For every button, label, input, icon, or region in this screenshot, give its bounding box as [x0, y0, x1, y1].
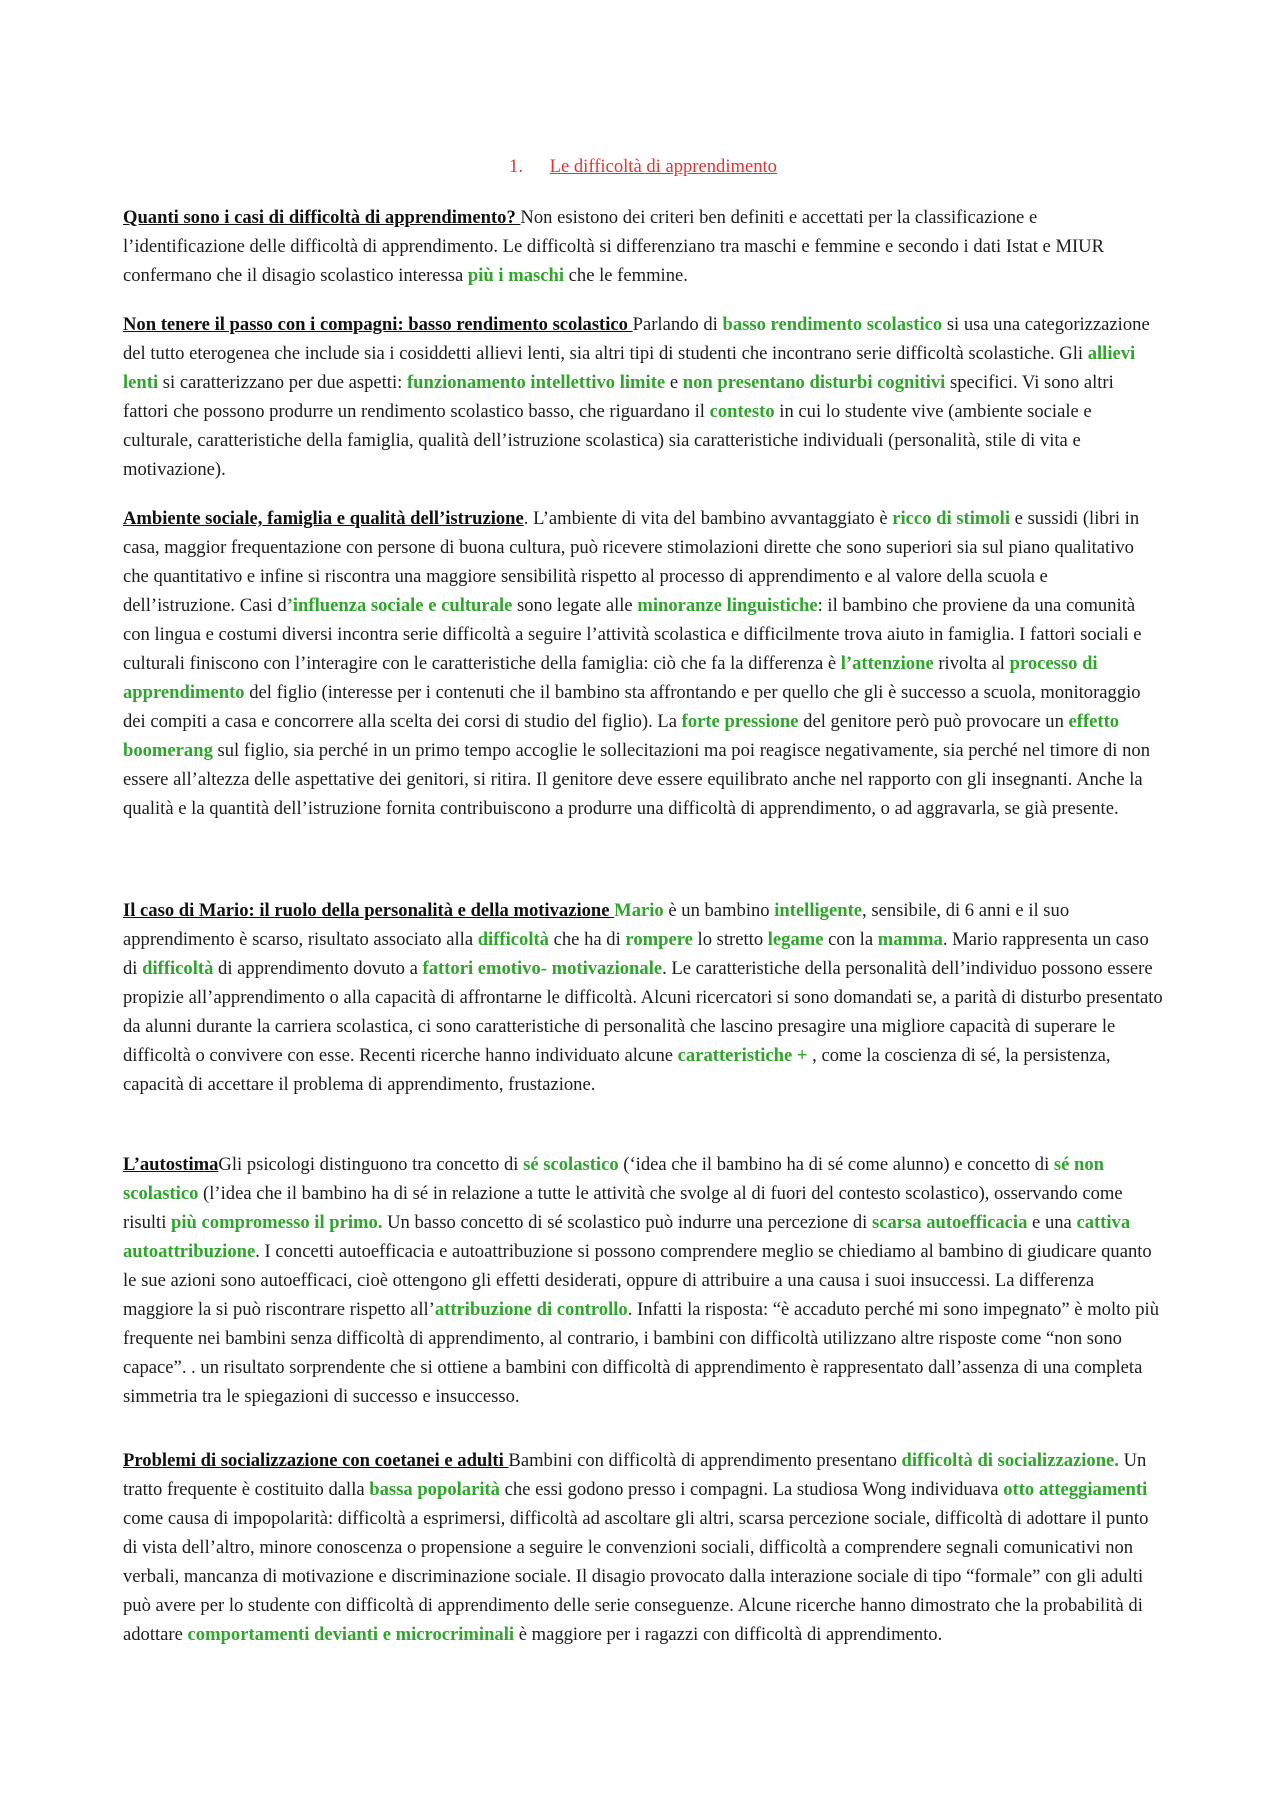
body-text: in cui lo studente vive (ambiente sociale e culturale, caratteristiche della famiglia, qualità dell’istruzione scolastica) sia caratteristiche individuali (personalità, stile di vita e motivazione). — [123, 401, 1092, 480]
body-text: è maggiore per i ragazzi con difficoltà di apprendimento. — [514, 1624, 943, 1645]
highlight-term: Mario — [614, 900, 664, 921]
paragraph-rendimento — [123, 310, 1163, 484]
body-text: . Infatti la risposta: “è accaduto perché mi sono impegnato” è molto più frequente nei bambini senza difficoltà di apprendimento, al contrario, i bambini con difficoltà utilizzano altre risposte come “non sono capace”. . un risultato sorprendente che si ottiene a bambini con difficoltà di apprendimento è rappresentato dall’assenza di una completa simmetria tra le spiegazioni di successo e insuccesso. — [123, 1299, 1160, 1407]
body-text: che le femmine. — [564, 265, 688, 286]
body-text: : il bambino che proviene da una comunità con lingua e costumi diversi incontra serie difficoltà a seguire l’attività scolastica e difficilmente trova aiuto in famiglia. I fattori sociali e culturali finiscono con l’interagire con le caratteristiche della famiglia: ciò che fa la differenza è — [123, 595, 1142, 674]
highlight-term: processo di apprendimento — [123, 653, 1098, 703]
body-text: e una — [1027, 1212, 1077, 1233]
highlight-term: intelligente — [774, 900, 863, 921]
highlight-term: sé non scolastico — [123, 1154, 1105, 1204]
body-text: come causa di impopolarità: difficoltà a esprimersi, difficoltà ad ascoltare gli altri, scarsa percezione sociale, difficoltà di adottare il punto di vista dell’altro, minore conoscenza o propensione a seguire le convenzioni sociali, difficoltà a comprendere segnali comunicativi non verbali, mancanza di motivazione e discriminazione sociale. Il disagio provocato dalla interazione sociale di tipo “formale” con gli adulti può avere per lo studente con difficoltà di apprendimento delle serie conseguenze. Alcune ricerche hanno dimostrato che la probabilità di adottare — [123, 1508, 1149, 1645]
highlight-term: non presentano disturbi cognitivi — [682, 372, 946, 393]
body-text: del figlio (interesse per i contenuti che il bambino sta affrontando e per quello che gli è successo a scuola, monitoraggio dei compiti a casa e concorrere alla scelta dei corsi di studio del figlio). La — [123, 682, 1141, 732]
highlight-term: attribuzione di controllo — [434, 1299, 628, 1320]
section-title-text: Le difficoltà di apprendimento — [549, 156, 777, 177]
body-text: si usa una categorizzazione del tutto eterogenea che include sia i cosiddetti allievi lenti, sia altri tipi di studenti che incontrano serie difficoltà scolastiche. Gli — [123, 314, 1150, 364]
paragraph-heading: Non tenere il passo con i compagni: basso rendimento scolastico — [123, 314, 633, 335]
body-text: Un basso concetto di sé scolastico può indurre una percezione di — [382, 1212, 872, 1233]
body-text: che essi godono presso i compagni. La studiosa Wong individuava — [499, 1479, 1004, 1500]
body-text: sul figlio, sia perché in un primo tempo accoglie le sollecitazioni ma poi reagisce negativamente, sia perché nel timore di non essere all’altezza delle aspettative dei genitori, si ritira. Il genitore deve essere equilibrato anche nel rapporto con gli insegnanti. Anche la qualità e la quantità dell’istruzione fornita contribuiscono a produrre una difficoltà di apprendimento, o ad aggravarla, se già presente. — [123, 740, 1150, 819]
highlight-term: otto atteggiamenti — [1003, 1479, 1148, 1500]
highlight-term: difficoltà — [477, 929, 549, 950]
body-text: . L’ambiente di vita del bambino avvantaggiato è — [523, 508, 893, 529]
highlight-term: legame — [767, 929, 824, 950]
highlight-term: effetto boomerang — [123, 711, 1120, 761]
body-text: Non esistono dei criteri ben definiti e accettati per la classificazione e l’identificazione delle difficoltà di apprendimento. Le difficoltà si differenziano tra maschi e femmine e secondo i dati Istat e MIUR confermano che il disagio scolastico interessa — [123, 207, 1104, 286]
body-text: Parlando di — [632, 314, 723, 335]
paragraph-heading: Problemi di socializzazione con coetanei e adulti — [123, 1450, 509, 1471]
body-text: (l’idea che il bambino ha di sé in relazione a tutte le attività che svolge al di fuori del contesto scolastico), osservando come risulti — [123, 1183, 1123, 1233]
highlight-term: difficoltà di socializzazione. — [901, 1450, 1119, 1471]
paragraph-heading: Il caso di Mario: il ruolo della personalità e della motivazione — [123, 900, 615, 921]
paragraph-ambiente — [123, 504, 1163, 823]
highlight-term: ricco di stimoli — [892, 508, 1011, 529]
highlight-term: allievi lenti — [123, 343, 1136, 393]
paragraph-autostima — [123, 1150, 1163, 1411]
highlight-term: bassa popolarità — [369, 1479, 500, 1500]
body-text: di apprendimento dovuto a — [213, 958, 423, 979]
body-text: e — [665, 372, 683, 393]
body-text: e sussidi (libri in casa, maggior frequentazione con persone di buona cultura, può ricevere stimolazioni dirette che sono superiori sia sul piano qualitativo che quantitativo e infine si riscontra una maggiore sensibilità rispetto al processo di apprendimento e al valore della scuola e dell’istruzione. Casi d — [123, 508, 1140, 616]
highlight-term: comportamenti devianti e microcriminali — [187, 1624, 515, 1645]
paragraph-casi — [123, 203, 1163, 290]
paragraph-heading: Quanti sono i casi di difficoltà di apprendimento? — [123, 207, 521, 228]
highlight-term: contesto — [709, 401, 775, 422]
highlight-term: ’influenza sociale e culturale — [286, 595, 513, 616]
highlight-term: fattori emotivo- motivazionale — [422, 958, 663, 979]
highlight-term: mamma — [877, 929, 943, 950]
body-text: del genitore però può provocare un — [798, 711, 1069, 732]
body-text: con la — [823, 929, 878, 950]
body-text: . I concetti autoefficacia e autoattribuzione si possono comprendere meglio se chiediamo al bambino di giudicare quanto le sue azioni sono autoefficaci, cioè ottengono gli effetti desiderati, oppure di attribuire a una causa i suoi insuccessi. La differenza maggiore la si può riscontrare rispetto all’ — [123, 1241, 1152, 1320]
highlight-term: più i maschi — [467, 265, 564, 286]
highlight-term: forte pressione — [681, 711, 799, 732]
highlight-term: sé scolastico — [523, 1154, 619, 1175]
highlight-term: caratteristiche + — [677, 1045, 808, 1066]
body-text: . Mario rappresenta un caso di — [123, 929, 1149, 979]
body-text: , sensibile, di 6 anni e il suo apprendimento è scarso, risultato associato alla — [123, 900, 1070, 950]
highlight-term: l’attenzione — [840, 653, 934, 674]
section-number: 1. — [509, 156, 523, 177]
body-text: rivolta al — [933, 653, 1010, 674]
body-text: Un tratto frequente è costituito dalla — [123, 1450, 1147, 1500]
paragraph-socializzazione — [123, 1446, 1163, 1649]
body-text: è un bambino — [663, 900, 775, 921]
body-text: lo stretto — [692, 929, 768, 950]
body-text: specifici. Vi sono altri fattori che possono produrre un rendimento scolastico basso, che riguardano il — [123, 372, 1114, 422]
highlight-term: minoranze linguistiche — [637, 595, 818, 616]
highlight-term: basso rendimento scolastico — [722, 314, 943, 335]
highlight-term: funzionamento intellettivo limite — [406, 372, 666, 393]
paragraph-heading: Ambiente sociale, famiglia e qualità dell’istruzione — [123, 508, 524, 529]
body-text: Gli psicologi distinguono tra concetto di — [218, 1154, 524, 1175]
highlight-term: rompere — [625, 929, 693, 950]
section-title — [123, 152, 1163, 181]
body-text: che ha di — [548, 929, 626, 950]
highlight-term: scarsa autoefficacia — [871, 1212, 1028, 1233]
body-text: sono legate alle — [512, 595, 638, 616]
body-text: Bambini con difficoltà di apprendimento presentano — [508, 1450, 902, 1471]
paragraph-mario — [123, 896, 1163, 1099]
highlight-term: difficoltà — [142, 958, 214, 979]
paragraph-heading: L’autostima — [123, 1154, 219, 1175]
body-text: , come la coscienza di sé, la persistenza, capacità di accettare il problema di apprendimento, frustazione. — [123, 1045, 1111, 1095]
body-text: . Le caratteristiche della personalità dell’individuo possono essere propizie all’apprendimento o alla capacità di affrontarne le difficoltà. Alcuni ricercatori si sono domandati se, a parità di disturbo presentato da alunni durante la carriera scolastica, ci sono caratteristiche di personalità che lascino presagire una migliore capacità di superare le difficoltà o convivere con esse. Recenti ricerche hanno individuato alcune — [123, 958, 1163, 1066]
body-text: si caratterizzano per due aspetti: — [158, 372, 407, 393]
body-text: (‘idea che il bambino ha di sé come alunno) e concetto di — [618, 1154, 1054, 1175]
highlight-term: più compromesso il primo. — [171, 1212, 383, 1233]
highlight-term: cattiva autoattribuzione — [123, 1212, 1131, 1262]
